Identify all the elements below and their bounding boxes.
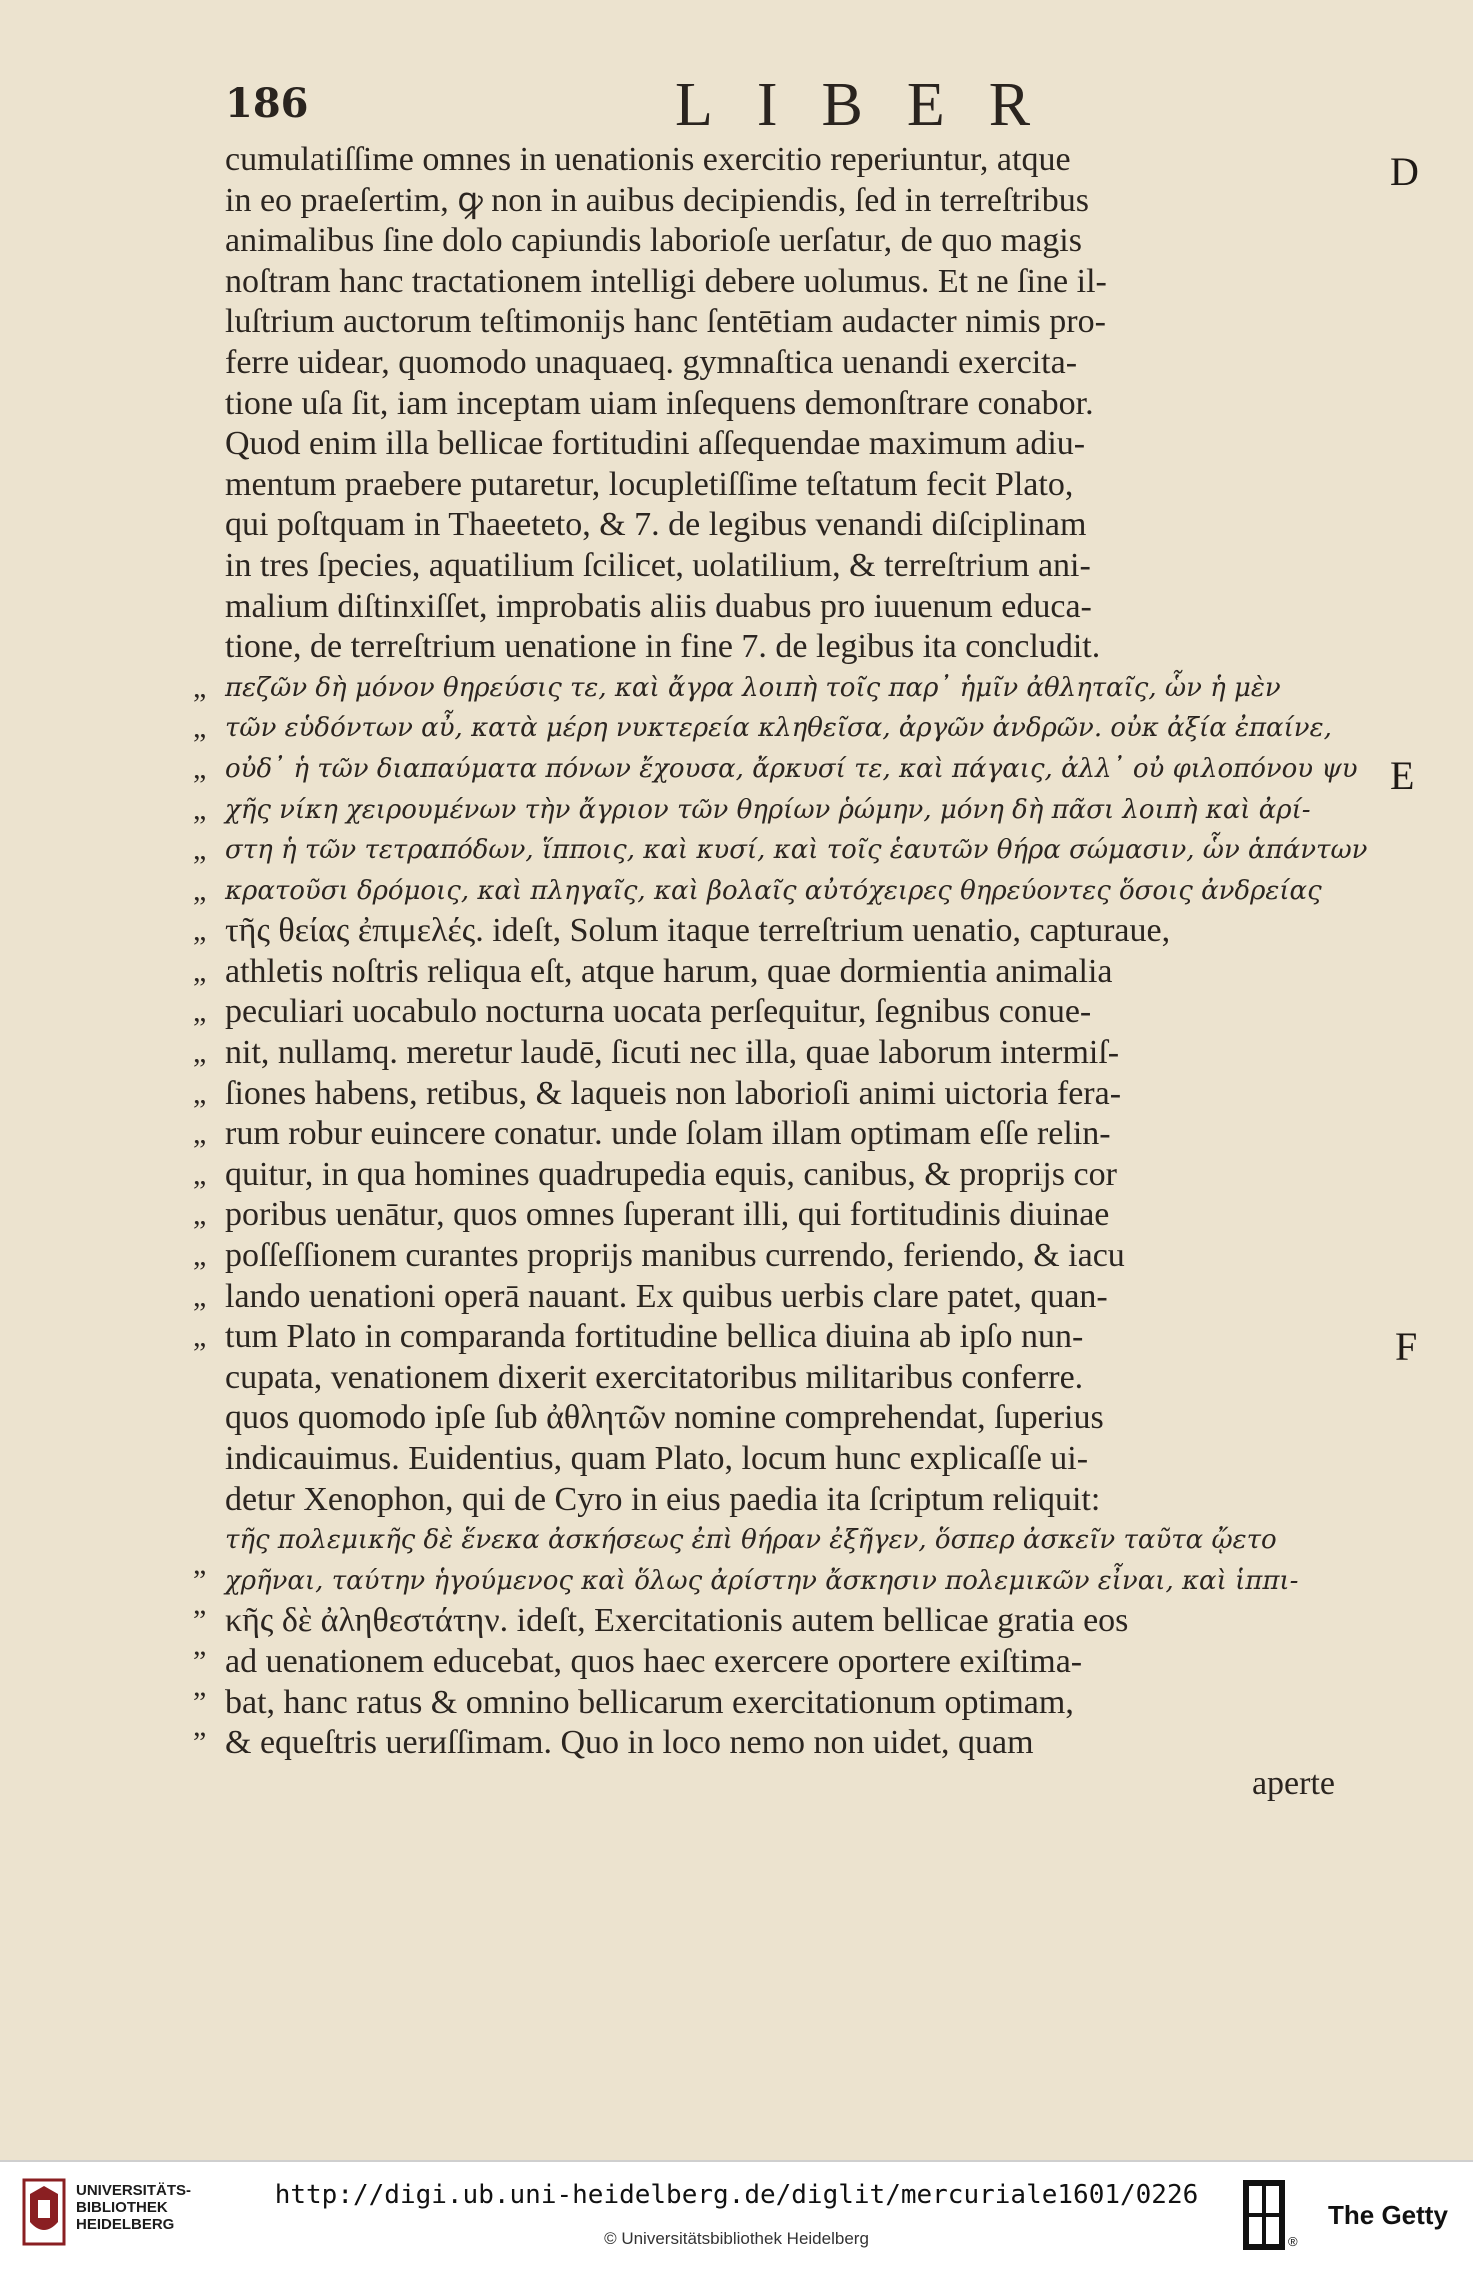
- quotation-mark: „: [193, 751, 207, 785]
- page-content: [193, 70, 1385, 1804]
- text-line: [193, 1317, 1385, 1358]
- quotation-mark: „: [193, 1036, 207, 1070]
- text-line: [193, 1723, 1385, 1764]
- catchword: aperte: [1251, 1764, 1335, 1802]
- quotation-mark: „: [193, 670, 207, 704]
- quotation-mark: „: [193, 914, 207, 948]
- text-line: [193, 1561, 1385, 1602]
- text-line: [193, 1601, 1385, 1642]
- text-line: [225, 262, 1385, 303]
- text-line: [225, 181, 1385, 222]
- marginal-letter-f: F: [1395, 1324, 1418, 1369]
- line-text: in tres ſpecies, aquatilium ſcilicet, uolatilium, & terreſtrium ani-: [225, 546, 1091, 584]
- institution-name-line-3: HEIDELBERG: [76, 2216, 175, 2233]
- text-line: [225, 546, 1385, 587]
- quotation-mark: „: [193, 1076, 207, 1110]
- line-text: ad uenationem educebat, quos haec exercere oportere exiſtima-: [225, 1642, 1083, 1680]
- text-line: [193, 830, 1385, 871]
- line-text: οὐδ᾽ ἡ τῶν διαπαύματα πόνων ἔχουσα, ἄρκυσί τε, καὶ πάγαις, ἀλλ᾽ οὐ φιλοπόνου ψυ: [225, 753, 1358, 784]
- copyright-notice: © Universitätsbibliothek Heidelberg: [604, 2229, 869, 2248]
- quotation-mark: ”: [193, 1604, 207, 1638]
- line-text: κρατοῦσι δρόμοις, καὶ πληγαῖς, καὶ βολαῖς αὐτόχειρες θηρεύοντες ὅσοις ἀνδρείας: [225, 875, 1322, 906]
- text-line: [225, 1398, 1385, 1439]
- text-line: [193, 1114, 1385, 1155]
- quotation-mark: ”: [193, 1644, 207, 1678]
- line-text: ferre uidear, quomodo unaquaeq. gymnaſtica uenandi exercita-: [225, 343, 1078, 381]
- line-text: κῆς δὲ ἀληθεστάτην. ideſt, Exercitationis autem bellicae gratia eos: [225, 1602, 1129, 1640]
- text-line: [225, 302, 1385, 343]
- line-text: tum Plato in comparanda fortitudine bellica diuina ab ipſo nun-: [225, 1318, 1084, 1356]
- text-line: [193, 1074, 1385, 1115]
- marginal-letter-d: D: [1390, 149, 1419, 194]
- quotation-mark: „: [193, 873, 207, 907]
- text-line: [193, 1195, 1385, 1236]
- quotation-mark: „: [193, 1239, 207, 1273]
- text-line: [225, 140, 1385, 181]
- quotation-mark: „: [193, 995, 207, 1029]
- text-line: [193, 1642, 1385, 1683]
- line-text: poribus uenātur, quos omnes ſuperant illi, qui fortitudinis diuinae: [225, 1196, 1110, 1234]
- text-line: [225, 1520, 1385, 1561]
- line-text: luſtrium auctorum teſtimonijs hanc ſentētiam audacter nimis pro-: [225, 303, 1106, 341]
- line-text: στη ἡ τῶν τετραπόδων, ἵπποις, καὶ κυσί, καὶ τοῖς ἑαυτῶν θήρα σώμασιν, ὧν ἁπάντων: [225, 835, 1368, 866]
- line-text: qui poſtquam in Thaeeteto, & 7. de legibus venandi diſciplinam: [225, 506, 1087, 544]
- line-text: τῶν εὑδόντων αὖ, κατὰ μέρη νυκτερεία κληθεῖσα, ἀργῶν ἀνδρῶν. οὐκ ἀξία ἐπαίνε,: [225, 713, 1332, 744]
- line-text: peculiari uocabulo nocturna uocata perſequitur, ſegnibus conue-: [225, 993, 1092, 1031]
- getty-name: The Getty: [1328, 2200, 1448, 2230]
- page-number: 186: [225, 80, 309, 127]
- line-text: τῆς πολεμικῆς δὲ ἕνεκα ἀσκήσεως ἐπὶ θήραν ἐξῆγεν, ὅσπερ ἀσκεῖν ταῦτα ᾤετο: [225, 1525, 1277, 1556]
- line-text: cupata, venationem dixerit exercitatoribus militaribus conferre.: [225, 1358, 1084, 1396]
- line-text: athletis noſtris reliqua eſt, atque harum, quae dormientia animalia: [225, 952, 1113, 990]
- text-line: [193, 1155, 1385, 1196]
- line-text: animalibus ſine dolo capiundis laborioſe uerſatur, de quo magis: [225, 222, 1082, 260]
- text-line: [225, 1480, 1385, 1521]
- viewer-footer: [0, 2160, 1473, 2273]
- text-line: [193, 668, 1385, 709]
- quotation-mark: ”: [193, 1563, 207, 1597]
- line-text: ſiones habens, retibus, & laqueis non laborioſi animi uictoria fera-: [225, 1074, 1122, 1112]
- text-line: [225, 587, 1385, 628]
- line-text: mentum praebere putaretur, locupletiſſime teſtatum fecit Plato,: [225, 465, 1074, 503]
- text-line: [193, 952, 1385, 993]
- text-line: [225, 221, 1385, 262]
- marginal-letter-e: E: [1390, 753, 1415, 798]
- line-text: χρῆναι, ταύτην ἡγούμενος καὶ ὅλως ἀρίστην ἄσκησιν πολεμικῶν εἶναι, καὶ ἱππι-: [225, 1565, 1299, 1596]
- text-line: [193, 1683, 1385, 1724]
- text-line: [225, 384, 1385, 425]
- line-text: cumulatiſſime omnes in uenationis exercitio reperiuntur, atque: [225, 141, 1071, 178]
- permalink-url[interactable]: http://digi.ub.uni-heidelberg.de/diglit/mercuriale1601/0226: [274, 2180, 1199, 2210]
- quotation-mark: „: [193, 1320, 207, 1354]
- quotation-mark: „: [193, 1157, 207, 1191]
- line-text: indicauimus. Euidentius, quam Plato, locum hunc explicaſſe ui-: [225, 1440, 1089, 1477]
- text-line: [225, 1439, 1385, 1480]
- quotation-mark: „: [193, 954, 207, 988]
- registered-mark: ®: [1288, 2234, 1298, 2249]
- institution-name-line-1: UNIVERSITÄTS-: [76, 2182, 192, 2199]
- line-text: malium diſtinxiſſet, improbatis aliis duabus pro iuuenum educa-: [225, 587, 1092, 625]
- text-line: [225, 1358, 1385, 1399]
- quotation-mark: ”: [193, 1685, 207, 1719]
- text-line: [193, 992, 1385, 1033]
- text-line: [193, 911, 1385, 952]
- text-line: [225, 424, 1385, 465]
- text-line: [225, 627, 1385, 668]
- line-text: poſſeſſionem curantes proprijs manibus currendo, feriendo, & iacu: [225, 1237, 1125, 1275]
- quotation-mark: „: [193, 1279, 207, 1313]
- quotation-mark: ”: [193, 1726, 207, 1760]
- running-title: LIBER: [675, 71, 1075, 139]
- quotation-mark: „: [193, 711, 207, 745]
- text-line: [193, 1033, 1385, 1074]
- quotation-mark: „: [193, 1117, 207, 1151]
- line-text: nit, nullamq. meretur laudē, ſicuti nec illa, quae laborum intermiſ-: [225, 1034, 1120, 1072]
- quotation-mark: „: [193, 1198, 207, 1232]
- text-line: [193, 1277, 1385, 1318]
- text-line: [225, 465, 1385, 506]
- text-block: [193, 140, 1385, 1804]
- text-line: [193, 749, 1385, 790]
- text-line: [193, 708, 1385, 749]
- line-text: τῆς θείας ἐπιμελές. ideſt, Solum itaque terreſtrium uenatio, capturaue,: [225, 912, 1171, 950]
- line-text: detur Xenophon, qui de Cyro in eius paedia ita ſcriptum reliquit:: [225, 1480, 1101, 1518]
- text-line: [193, 871, 1385, 912]
- text-line: [225, 343, 1385, 384]
- line-text: & equeſtris uerиſſimam. Quo in loco nemo non uidet, quam: [225, 1724, 1034, 1762]
- line-text: tione, de terreſtrium uenatione in fine 7. de legibus ita concludit.: [225, 628, 1101, 666]
- line-text: lando uenationi operā nauant. Ex quibus uerbis clare patet, quan-: [225, 1277, 1108, 1315]
- line-text: πεζῶν δὴ μόνον θηρεύσις τε, καὶ ἄγρα λοιπὴ τοῖς παρ᾽ ἡμῖν ἀθληταῖς, ὧν ἡ μὲν: [225, 672, 1281, 703]
- line-text: tione uſa ſit, iam inceptam uiam inſequens demonſtrare conabor.: [225, 384, 1094, 422]
- getty-logo-icon: [1243, 2180, 1285, 2250]
- line-text: quos quomodo ipſe ſub ἀθλητῶν nomine comprehendat, ſuperius: [225, 1399, 1104, 1437]
- line-text: rum robur euincere conatur. unde ſolam illam optimam eſſe relin-: [225, 1115, 1111, 1153]
- text-line: [193, 1236, 1385, 1277]
- line-text: quitur, in qua homines quadrupedia equis, canibus, & proprijs cor: [225, 1155, 1117, 1193]
- line-text: in eo praeſertim, ꝙ non in auibus decipiendis, ſed in terreſtribus: [225, 181, 1089, 219]
- running-head: [225, 70, 1385, 140]
- line-text: bat, hanc ratus & omnino bellicarum exercitationum optimam,: [225, 1683, 1074, 1721]
- institution-name-line-2: BIBLIOTHEK: [76, 2199, 168, 2216]
- line-text: noſtram hanc tractationem intelligi debere uolumus. Et ne ſine il-: [225, 262, 1107, 300]
- line-text: Quod enim illa bellicae fortitudini aſſequendae maximum adiu-: [225, 425, 1086, 463]
- line-text: χῆς νίκη χειρουμένων τὴν ἄγριον τῶν θηρίων ῥώμην, μόνη δὴ πᾶσι λοιπὴ καὶ ἀρί-: [225, 794, 1311, 825]
- text-line: [193, 790, 1385, 831]
- quotation-mark: „: [193, 833, 207, 867]
- text-line: [225, 505, 1385, 546]
- quotation-mark: „: [193, 792, 207, 826]
